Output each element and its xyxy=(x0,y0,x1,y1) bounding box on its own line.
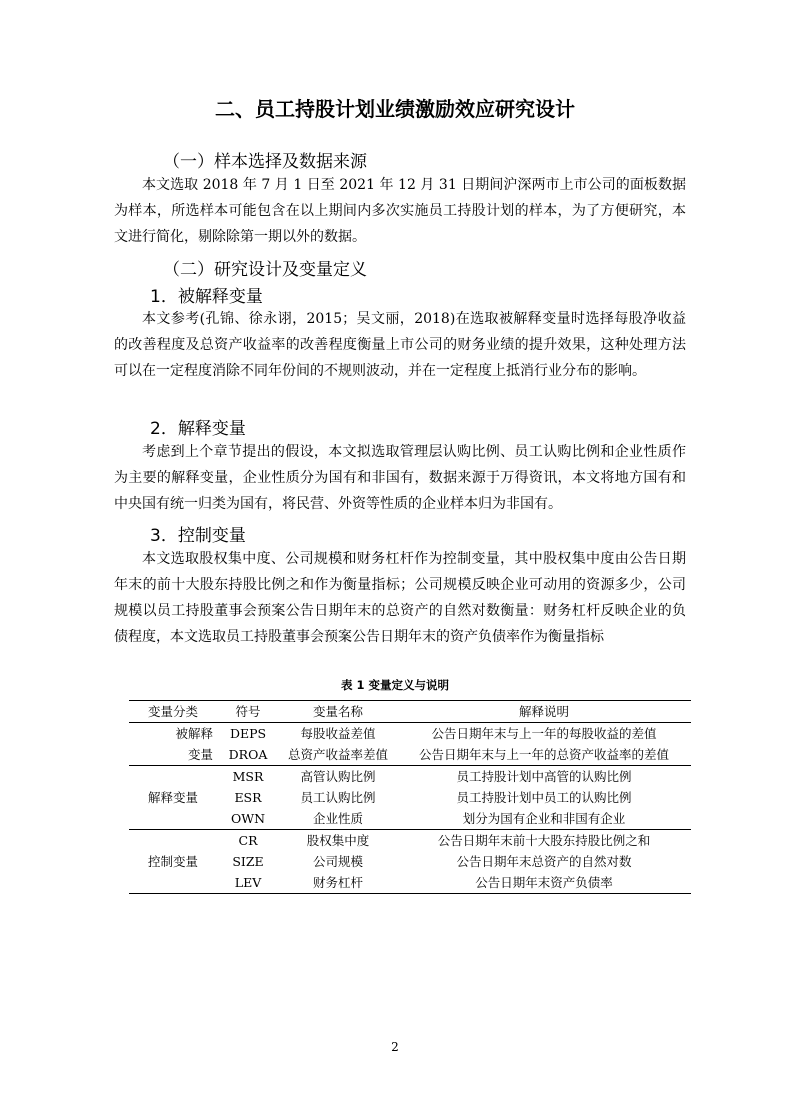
section-heading-design: （二）研究设计及变量定义 xyxy=(163,260,367,280)
description-cell: 公告日期年末与上一年的每股收益的差值 xyxy=(431,726,657,741)
table-row xyxy=(129,830,691,852)
category-cell: 被解释 xyxy=(175,726,213,741)
name-cell: 财务杠杆 xyxy=(312,875,363,890)
paragraph-control-variable: 本文选取股权集中度、公司规模和财务杠杆作为控制变量，其中股权集中度由公告日期年末的前十大股东持股比例之和作为衡量指标；公司规模反映企业可动用的资源多少，公司规模以员工持股董事会预案公告日期年末的总资产的自然对数衡量：财务杠杆反映企业的负债程度，本文选取员工持股董事会预案公告日期年末的资产负债率作为衡量指标 xyxy=(114,551,686,645)
header-description: 解释说明 xyxy=(518,704,569,719)
header-category: 变量分类 xyxy=(147,704,198,719)
symbol-cell: CR xyxy=(238,833,258,848)
table-row xyxy=(129,744,691,766)
description-cell: 公告日期年末资产负债率 xyxy=(475,875,613,890)
symbol-cell: DROA xyxy=(228,747,268,762)
paragraph-dependent-variable: 本文参考(孔锦、徐永诩，2015；吴文丽，2018)在选取被解释变量时选择每股净收益的改善程度及总资产收益率的改善程度衡量上市公司的财务业绩的提升效果，这种处理方法可以在一定程度消除不同年份间的不规则波动，并在一定程度上抵消行业分布的影响。 xyxy=(114,311,686,379)
symbol-cell: SIZE xyxy=(232,854,264,869)
table-row xyxy=(129,723,691,745)
category-cell: 变量 xyxy=(187,747,213,762)
symbol-cell: OWN xyxy=(230,811,266,826)
name-cell: 高管认购比例 xyxy=(300,769,376,784)
name-cell: 总资产收益率差值 xyxy=(287,747,388,762)
description-cell: 员工持股计划中高管的认购比例 xyxy=(456,769,632,784)
paragraph-sample: 本文选取 2018 年 7 月 1 日至 2021 年 12 月 31 日期间沪深两市上市公司的面板数据为样本，所选样本可能包含在以上期间内多次实施员工持股计划的样本，为了方便研究，本文进行简化，剔除除第一期以外的数据。 xyxy=(114,177,686,245)
name-cell: 企业性质 xyxy=(312,811,363,826)
page-number: 2 xyxy=(391,1040,399,1054)
section-heading-sample: （一）样本选择及数据来源 xyxy=(163,152,367,172)
description-cell: 公告日期年末总资产的自然对数 xyxy=(456,854,632,869)
variable-definition-table xyxy=(129,700,691,894)
category-cell: 解释变量 xyxy=(147,790,198,805)
page-title: 二、员工持股计划业绩激励效应研究设计 xyxy=(215,97,575,121)
description-cell: 员工持股计划中员工的认购比例 xyxy=(456,790,632,805)
subheading-control-variable: 3．控制变量 xyxy=(150,526,246,546)
symbol-cell: ESR xyxy=(234,790,262,805)
table-group-explanatory xyxy=(129,766,691,830)
table-group-control xyxy=(129,830,691,894)
table-caption: 表 1 变量定义与说明 xyxy=(340,678,449,692)
subheading-explanatory-variable: 2．解释变量 xyxy=(150,419,246,439)
symbol-cell: MSR xyxy=(232,769,264,784)
paragraph-explanatory-variable: 考虑到上个章节提出的假设，本文拟选取管理层认购比例、员工认购比例和企业性质作为主要的解释变量，企业性质分为国有和非国有，数据来源于万得资讯，本文将地方国有和中央国有统一归类为国有，将民营、外资等性质的企业样本归为非国有。 xyxy=(114,444,686,512)
header-symbol: 符号 xyxy=(235,704,261,719)
category-cell: 控制变量 xyxy=(147,854,198,869)
name-cell: 股权集中度 xyxy=(306,833,370,848)
symbol-cell: LEV xyxy=(234,875,262,890)
description-cell: 公告日期年末与上一年的总资产收益率的差值 xyxy=(418,747,669,762)
name-cell: 公司规模 xyxy=(312,854,363,869)
symbol-cell: DEPS xyxy=(229,726,267,741)
description-cell: 划分为国有企业和非国有企业 xyxy=(462,811,626,826)
table-row xyxy=(129,766,691,788)
table-header-row xyxy=(129,701,691,723)
header-name: 变量名称 xyxy=(312,704,363,719)
description-cell: 公告日期年末前十大股东持股比例之和 xyxy=(437,833,651,848)
name-cell: 每股收益差值 xyxy=(300,726,376,741)
table-group-dependent xyxy=(129,723,691,766)
name-cell: 员工认购比例 xyxy=(300,790,376,805)
subheading-dependent-variable: 1．被解释变量 xyxy=(150,287,263,307)
